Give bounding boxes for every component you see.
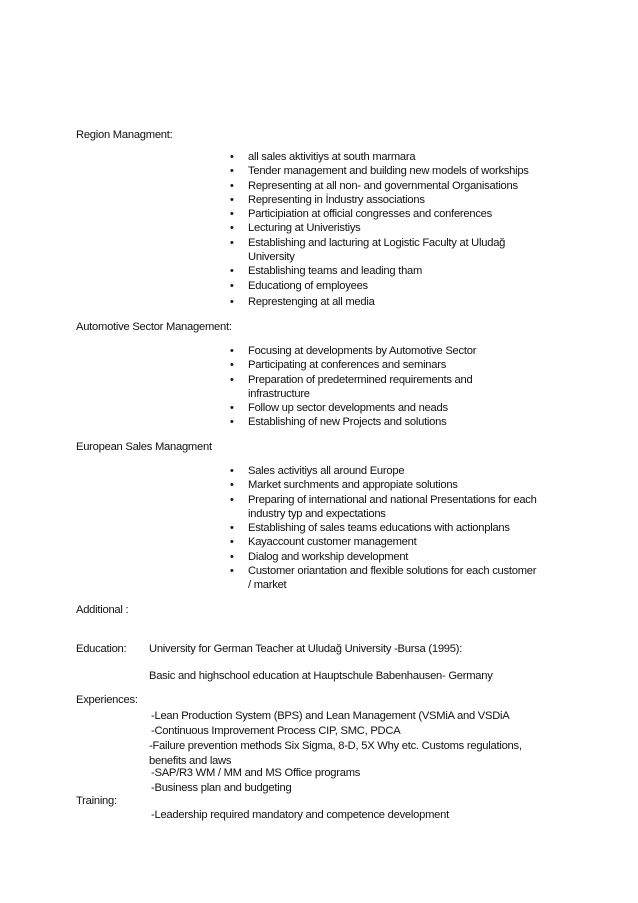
list-item: • Lecturing at Univeristiys xyxy=(226,221,556,235)
experience-item: -Continuous Improvement Process CIP, SMC, PDCA xyxy=(151,725,401,737)
list-item: • Establishing teams and leading tham xyxy=(226,264,556,278)
list-item: • Represtenging at all media xyxy=(226,295,556,309)
automotive-management-list xyxy=(226,344,556,430)
education-university: University for German Teacher at Uludağ University -Bursa (1995): xyxy=(149,643,463,655)
list-item: • Market surchments and appropiate solutions xyxy=(226,478,556,492)
experience-item: -Lean Production System (BPS) and Lean Management (VSMiA and VSDiA xyxy=(151,710,510,722)
list-item: • Establishing of sales teams educations with actionplans xyxy=(226,521,556,535)
automotive-management-heading: Automotive Sector Management: xyxy=(76,321,232,333)
experience-item: -SAP/R3 WM / MM and MS Office programs xyxy=(151,767,361,779)
list-item: • Participiation at official congresses and conferences xyxy=(226,207,556,221)
experience-item: -Business plan and budgeting xyxy=(151,782,292,794)
training-item: -Leadership required mandatory and competence development xyxy=(151,809,449,821)
list-item: • Kayaccount customer management xyxy=(226,535,556,549)
list-item: • Tender management and building new models of workships xyxy=(226,164,556,178)
list-item: • Establishing of new Projects and solutions xyxy=(226,415,556,429)
list-item: • Follow up sector developments and neads xyxy=(226,401,556,415)
list-item: • Sales activitiys all around Europe xyxy=(226,464,556,478)
european-sales-heading: European Sales Managment xyxy=(76,441,212,453)
region-management-heading: Region Managment: xyxy=(76,129,173,141)
european-sales-list xyxy=(226,464,556,593)
list-item: • all sales aktivitiys at south marmara xyxy=(226,150,556,164)
education-label: Education: xyxy=(76,643,127,655)
training-label: Training: xyxy=(76,795,117,807)
experiences-label: Experiences: xyxy=(76,694,138,706)
list-item: • Establishing and lacturing at Logistic Faculty at Uludağ University xyxy=(226,236,538,265)
list-item: • Customer oriantation and flexible solutions for each customer / market xyxy=(226,564,538,593)
experience-item: -Failure prevention methods Six Sigma, 8-D, 5X Why etc. Customs regulations, benefits and laws xyxy=(149,740,522,767)
education-school: Basic and highschool education at Hauptschule Babenhausen- Germany xyxy=(149,670,493,682)
list-item: • Representing in İndustry associations xyxy=(226,193,556,207)
region-management-list xyxy=(226,150,556,309)
list-item: • Representing at all non- and governmental Organisations xyxy=(226,179,556,193)
list-item: • Participating at conferences and seminars xyxy=(226,358,556,372)
list-item: • Preparation of predetermined requirements and infrastructure xyxy=(226,373,518,402)
list-item: • Dialog and workship development xyxy=(226,550,556,564)
additional-heading: Additional : xyxy=(76,604,129,616)
list-item: • Educationg of employees xyxy=(226,279,556,293)
list-item: • Focusing at developments by Automotive Sector xyxy=(226,344,556,358)
list-item: • Preparing of international and national Presentations for each industry typ and expectations xyxy=(226,493,548,522)
